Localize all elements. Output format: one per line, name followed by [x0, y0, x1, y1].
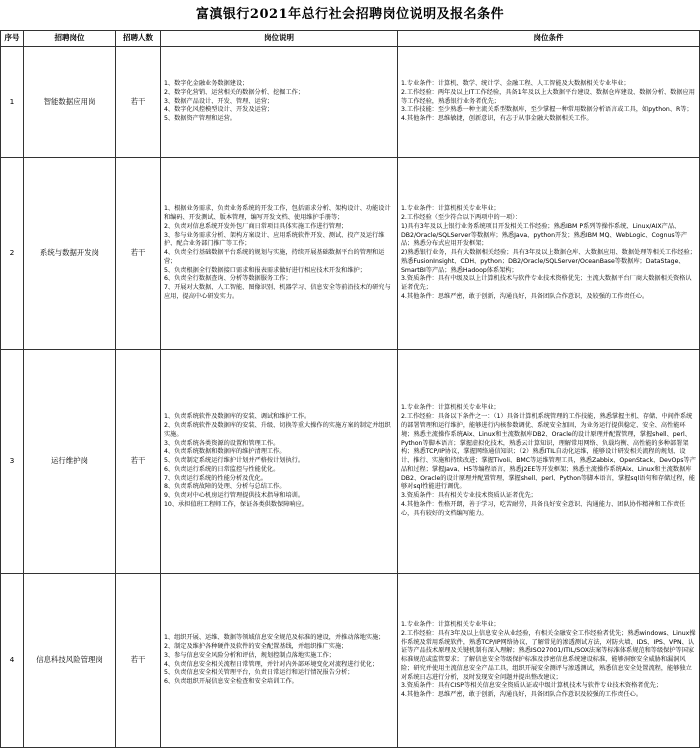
row-count: 若干	[116, 350, 161, 574]
row-count: 若干	[116, 47, 161, 158]
job-table	[0, 30, 700, 748]
row-position: 运行维护岗	[24, 350, 116, 574]
header-description: 岗位说明	[161, 31, 398, 47]
row-requirements	[398, 350, 700, 574]
row-description	[161, 574, 398, 748]
description-line: 5、数据资产管理和运营。	[164, 115, 236, 123]
description-line: 1、数字化金融业务数据建设；	[164, 80, 249, 87]
requirement-line: 4.其他条件：思维严密，敢于创新，沟通良好，具备团队合作意识及较强的工作责任心。	[401, 691, 643, 699]
requirement-line: 3.资质条件：具有CISP等相关信息安全资质认证或中级计算机技术与软件专业技术资格者优先；	[401, 682, 663, 690]
requirement-line: 3.资质条件：具有中级及以上计算机技术与软件专业技术资格优先；主流大数据平台厂商大数据相关资格认证者优先；	[401, 275, 692, 292]
requirement-line: 3.资质条件：具有相关专业技术资质认证者优先；	[401, 492, 537, 500]
table-row	[1, 47, 700, 158]
description-line: 2、负责对信息系统开发外包厂商日常项目具体实施工作进行管理；	[164, 222, 348, 230]
header-position: 招聘岗位	[24, 31, 116, 47]
description-line: 2、制定及维护各种硬件及软件的安全配置基线，并组织推广实施；	[164, 642, 348, 650]
requirement-line: 1.专业条件：计算机、数学、统计学、金融工程、人工智能及大数据相关专业毕业；	[401, 80, 630, 87]
row-seq: 4	[1, 574, 24, 748]
description-line: 3、负责系统各类资源的设置和管理工作。	[164, 439, 280, 447]
row-seq: 2	[1, 158, 24, 350]
requirement-line: 1.专业条件：计算机相关专业毕业；	[401, 205, 500, 213]
table-row	[1, 350, 700, 574]
description-line: 2、负责系统软件及数据库的安装、升级、切换等重大操作的实施方案的制定并组织实施。	[164, 421, 391, 438]
row-description	[161, 350, 398, 574]
description-line: 4、负责系统数据和数据库的维护清理工作。	[164, 448, 286, 456]
description-line: 1、负责系统软件及数据库的安装、调试和维护工作。	[164, 413, 311, 421]
description-line: 6、负责运行系统的日常监控与性能优化。	[164, 465, 280, 473]
requirement-line: 4.其他条件：思维敏捷，创新意识，有志于从事金融大数据相关工作。	[401, 115, 593, 123]
description-line: 9、负责对中心机房运行管理提供技术指导和培训。	[164, 492, 305, 500]
row-requirements	[398, 158, 700, 350]
description-line: 3、数据产品设计、开发、管理、运营；	[164, 97, 274, 105]
row-description	[161, 47, 398, 158]
description-line: 3、参与业务需求分析、架构方案设计、应用系统软件开发、测试、投产及运行维护、配合业务部门推广等工作；	[164, 231, 385, 248]
description-line: 2、数字化营销、运营相关的数据分析、挖掘工作；	[164, 88, 305, 96]
header-requirements: 岗位条件	[398, 31, 700, 47]
description-line: 5、负责信息安全相关管理平台，负责日常运行和运行情况报告分析；	[164, 669, 354, 677]
description-line: 5、负责制定系统运行维护计划并严格按计划执行。	[164, 457, 305, 465]
description-line: 6、负责全行数据查询、分析等数据服务工作；	[164, 275, 292, 283]
row-requirements	[398, 47, 700, 158]
requirement-line: 2)熟悉银行业务，具有大数据相关经验；具有3年及以上数据仓库、大数据应用、数据处理等相关工作经验；熟悉FusionInsight、CDH、python；DB2/Oracle/SQLServer/OceanBase等数据库；DataStage、SmartBI等产品；熟悉Hadoop体系架构；	[401, 249, 696, 274]
requirement-line: 2.工作经验：具备以下条件之一：（1）具备计算机系统管理的工作技能，熟悉掌握主机、存储、中间件系统的部署管理和运行维护，能够进行内核参数调优、系统安全加固，为业务运行提供稳定、安全、高性能环境；熟悉主流操作系统Aix、Linux和主流数据库DB2、Oracle的设计原理并配置管理，掌握shell、perl、Python等脚本语言；掌握虚拟化技术，熟悉云计算知识，理解常用网络、负载均衡、高性能的多种部署架构；熟悉TCP/IP协议，掌握网络通信知识；（2）熟悉ITIL自动化运维，能够设计研发相关流程的规划、设计、推行、实施和持续改进；掌握Tivoli、BMC等运维管理工具，熟悉Zabbix、OpenStack、DevOps等产品和过程；掌握Java、H5等编程语言，熟悉J2EE等开发框架；熟悉主流操作系统Aix、Linux和主流数据库DB2、Oracle的设计原理并配置管理，掌握shell、perl、Python等脚本语言，掌握sql语句和存储过程，能够对sql性能进行调优。	[401, 413, 696, 491]
description-line: 4、数字化风控模型设计、开发及运营；	[164, 106, 274, 114]
table-row	[1, 158, 700, 350]
description-line: 7、开展对大数据、人工智能、图像识别、机器学习、信息安全等前沿技术的研究与应用，提高中心研发实力。	[164, 284, 391, 301]
row-seq: 3	[1, 350, 24, 574]
description-line: 4、负责全行基础数据平台系统的规划与实施，持续开展基础数据平台的管理和运营；	[164, 249, 385, 265]
description-line: 3、参与信息安全风险分析和评估，规划控制点落地实施工作；	[164, 651, 335, 659]
header-seq: 序号	[1, 31, 24, 47]
description-line: 1、组织开展、运维、数据等领域信息安全规范及标准的建设，并推动落地实施；	[164, 634, 385, 642]
description-line: 6、负责组织开展信息安全检查和安全培训工作。	[164, 678, 298, 686]
table-row	[1, 574, 700, 748]
row-requirements	[398, 574, 700, 748]
table-header-row	[1, 31, 700, 47]
description-line: 7、负责运行系统的性能分析及优化。	[164, 474, 267, 482]
row-count: 若干	[116, 158, 161, 350]
header-count: 招聘人数	[116, 31, 161, 47]
requirement-line: 4.其他条件：性格开朗，善于学习，吃苦耐劳，具备良好安全意识、沟通能力、团队协作精神和工作责任心，具有较好的文档编写能力。	[401, 501, 686, 517]
description-line: 5、负责根据全行数据接口需求和报表需求做好进行相应技术开发和维护；	[164, 266, 366, 274]
description-line: 8、负责系统故障的处理、分析与总结工作。	[164, 483, 286, 491]
requirement-line: 2.工作经验：两年及以上IT工作经验，具备1年及以上大数据平台建设、数据仓库建设、数据分析、数据应用等工作经验，熟悉银行业务者优先；	[401, 88, 695, 105]
description-line: 10、承担值班工程师工作，保证各类供数保障响应。	[164, 501, 308, 509]
requirement-line: 1.专业条件：计算机相关专业毕业；	[401, 620, 500, 628]
requirement-line: 4.其他条件：思维严密，敢于创新，沟通良好，具备团队合作意识，及较强的工作责任心。	[401, 293, 649, 301]
requirement-line: 3.工作技能：至少熟悉一种主流关系型数据库，至少掌握一种常用数据分析语言或工具，如python、R等；	[401, 106, 693, 114]
requirement-line: 1)具有3年及以上银行业务系统项目开发相关工作经验；熟悉IBM P系列等操作系统、Linux/AIX产品、DB2/Oracle/SQLServer等数据库；熟悉Java、python开发；熟悉IBM MQ、WebLogic、Cognus等产品；熟悉分布式应用开发框架；	[401, 222, 688, 248]
row-position: 信息科技风险管理岗	[24, 574, 116, 748]
row-seq: 1	[1, 47, 24, 158]
requirement-line: 1.专业条件：计算机相关专业毕业；	[401, 404, 500, 412]
row-description	[161, 158, 398, 350]
requirement-line: 2.工作经验：具有3年及以上信息安全从业经验，有相关金融安全工作经验者优先；熟悉windows、Linux操作系统及常用系统软件，熟悉TCP/IP网络协议，了解常见的渗透测试方法，对防火墙、IDS、IPS、VPN、认证等产品技术原理及关键机制有深入理解；熟悉ISO27001/ITIL/SOX法案等标准体系规范和等级保护等国家标准规范或监管要求；了解信息安全等级保护标准及涉密信息系统建设标准，能够洞察安全威胁和漏洞风险；研究并使用主流信息安全产品工具，组织开展安全测评与渗透测试，熟悉信息安全处置流程，能够独立对系统日志进行分析，及时发现安全问题并提出整改建议；	[401, 629, 696, 681]
description-line: 4、负责信息安全相关流程日常管理，并针对内外部环境变化对流程进行优化；	[164, 660, 379, 668]
description-line: 1、根据业务需求，负责业务系统的开发工作，包括需求分析、架构设计、功能设计和编码、开发测试、版本管理，编写开发文档、使用维护手册等；	[164, 205, 391, 221]
requirement-line: 2.工作经验（至少符合以下两项中的一项）：	[401, 213, 522, 221]
row-count: 若干	[116, 574, 161, 748]
row-position: 智能数据应用岗	[24, 47, 116, 158]
row-position: 系统与数据开发岗	[24, 158, 116, 350]
page-title: 富滇银行2021年总行社会招聘岗位说明及报名条件	[195, 7, 505, 22]
